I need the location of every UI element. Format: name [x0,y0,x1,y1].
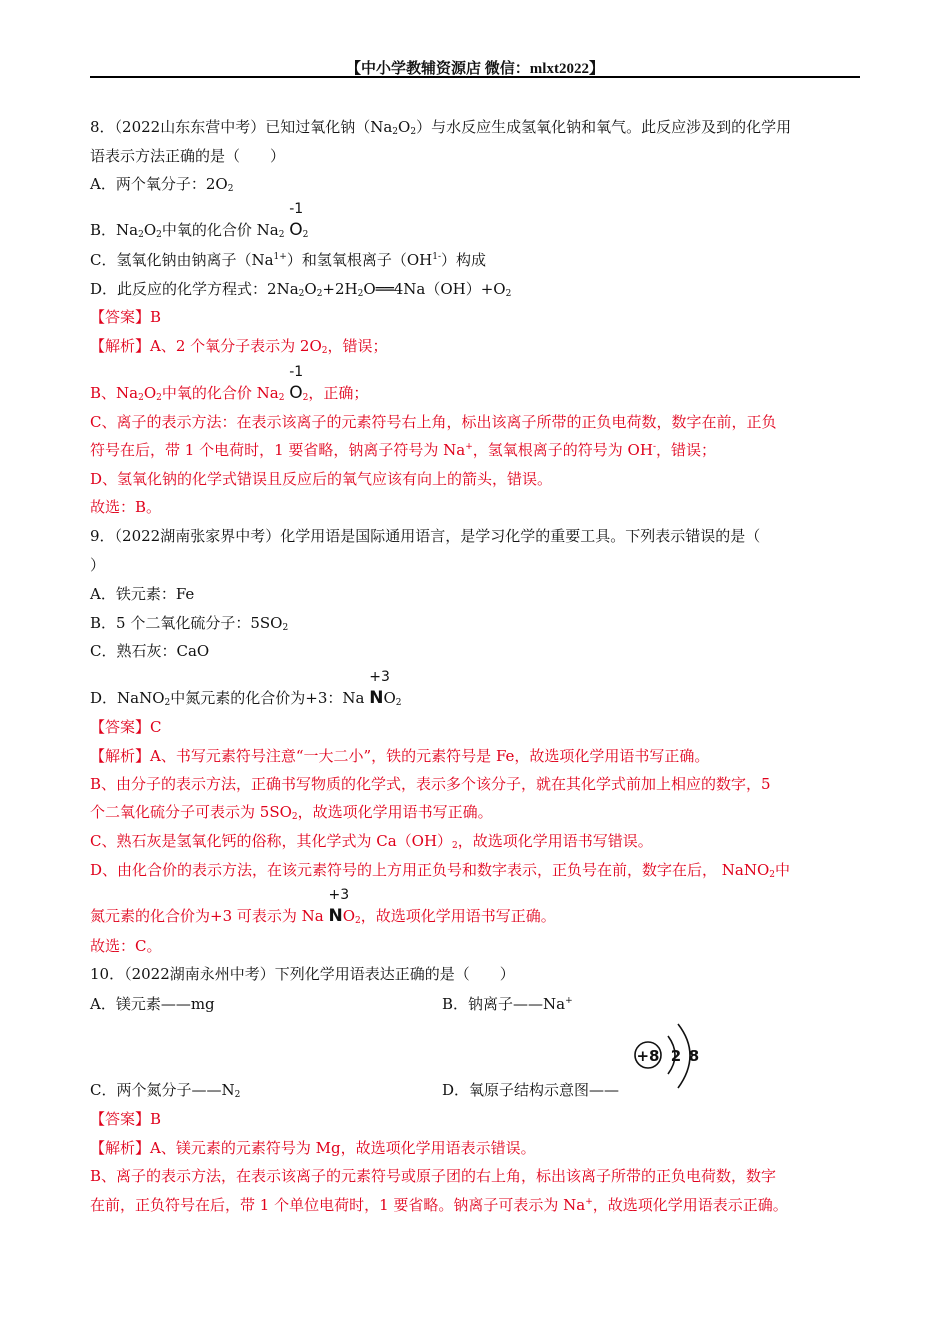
q8-analysis-line5: D、氢氧化钠的化学式错误且反应后的氧气应该有向上的箭头，错误。 [90,470,553,488]
q9-analysis-line5: D、由化合价的表示方法，在该元素符号的上方用正负号和数字表示，正负号在前，数字在后， NaNO$_2$中 [90,861,791,880]
q8-analysis-line6: 故选：B。 [90,498,162,516]
q10-option-c: C．两个氮分子$——N_2$ [90,1081,241,1100]
q9-option-a: A．铁元素：Fe [90,585,195,603]
q9-stem-line2: ） [90,556,106,574]
q10-option-b: B．钠离子——Na+ [442,995,573,1013]
q10-stem: 10．（2022湖南永州中考）下列化学用语表达正确的是（ ） [90,965,515,983]
q10-analysis-line1: 【解析】A、镁元素的元素符号为 Mg，故选项化学用语表示错误。 [90,1139,536,1157]
q8-analysis-line3: C、离子的表示方法：在表示该离子的元素符号右上角，标出该离子所带的正负电荷数，数字在前，正负 [90,413,777,431]
q10-answer: 【答案】B [90,1110,162,1128]
valence-mark-oxygen: -1 O [289,201,304,240]
valence-mark-oxygen: -1 O [289,364,304,403]
q9-stem-line1: 9．（2022湖南张家界中考）化学用语是国际通用语言，是学习化学的重要工具。下列表示错误的是（ [90,527,761,545]
q9-analysis-line4: C、熟石灰是氢氧化钙的俗称，其化学式为 $Ca(OH)_2$，故选项化学用语书写错误。 [90,832,653,851]
q10-option-a: A．镁元素——mg [90,995,215,1013]
q10-option-d: D．氧原子结构示意图—— [442,1081,620,1099]
q8-answer: 【答案】B [90,308,162,326]
q8-option-a: A．两个氧分子：$2O_2$ [90,175,234,194]
q9-analysis-line7: 故选：C。 [90,937,162,955]
q8-option-c: C．氢氧化钠由钠离子$(Na^{1+})$和氢氧根离子$(OH^{1-})$构成 [90,251,487,269]
q10-analysis-line2: B、离子的表示方法，在表示该离子的元素符号或原子团的右上角，标出该离子所带的正负电荷数，数字 [90,1167,777,1185]
page-header: 【中小学教辅资源店 微信：mlxt2022】 [346,61,604,77]
q8-analysis-line4: 符号在后，带 1 个电荷时，1 要省略，钠离子符号为 Na+，氢氧根离子的符号为 OH-，错误； [90,441,716,459]
nucleus-charge: +8 [636,1047,660,1065]
oxygen-atom-structure-diagram [630,1018,710,1098]
shell-1-electrons: 2 [670,1047,682,1065]
shell-2-electrons: 8 [688,1047,700,1065]
q8-option-d: D．此反应的化学方程式：$2Na_2O_2+2H_2O══4Na(OH)+O_2$ [90,280,512,299]
q9-analysis-line2: B、由分子的表示方法，正确书写物质的化学式，表示多个该分子，就在其化学式前加上相应的数字，5 [90,775,771,793]
q9-option-d: D．NaNO$_2$中氮元素的化合价为+3：Na +3 $NO_2$ [90,669,402,708]
q9-answer: 【答案】C [90,718,162,736]
valence-mark-nitrogen: +3 N [328,887,350,926]
q8-analysis-line2: B、$Na_2O_2$中氧的化合价 $Na_2$ -1 $O_2$，正确； [90,364,369,403]
valence-mark-nitrogen: +3 N [369,669,390,708]
q8-analysis-line1: 【解析】A、2 个氧分子表示为 $2O_2$，错误； [90,337,388,356]
q8-option-b: B．$Na_2O_2$中氧的化合价 $Na_2$ -1 $O_2$ [90,201,309,240]
q10-analysis-line3: 在前，正负符号在后，带 1 个单位电荷时，1 要省略。钠离子可表示为 Na+，故选项化学用语表示正确。 [90,1196,788,1214]
q9-analysis-line6: 氮元素的化合价为+3 可表示为 Na +3 $NO_2$，故选项化学用语书写正确。 [90,887,556,926]
q8-stem-line2: 语表示方法正确的是（ ） [90,147,286,165]
q8-stem-line1: 8．（2022山东东营中考）已知过氧化钠$(Na_2O_2)$与水反应生成氢氧化钠和氧气。此反应涉及到的化学用 [90,118,792,137]
q9-analysis-line3: 个二氧化硫分子可表示为 $5SO_2$，故选项化学用语书写正确。 [90,803,493,822]
q9-option-b: B．5 个二氧化硫分子：$5SO_2$ [90,614,289,633]
q9-analysis-line1: 【解析】A、书写元素符号注意“一大二小”，铁的元素符号是 Fe，故选项化学用语书写正确。 [90,747,710,765]
header-rule [90,76,860,78]
q9-option-c: C．熟石灰：CaO [90,642,210,660]
